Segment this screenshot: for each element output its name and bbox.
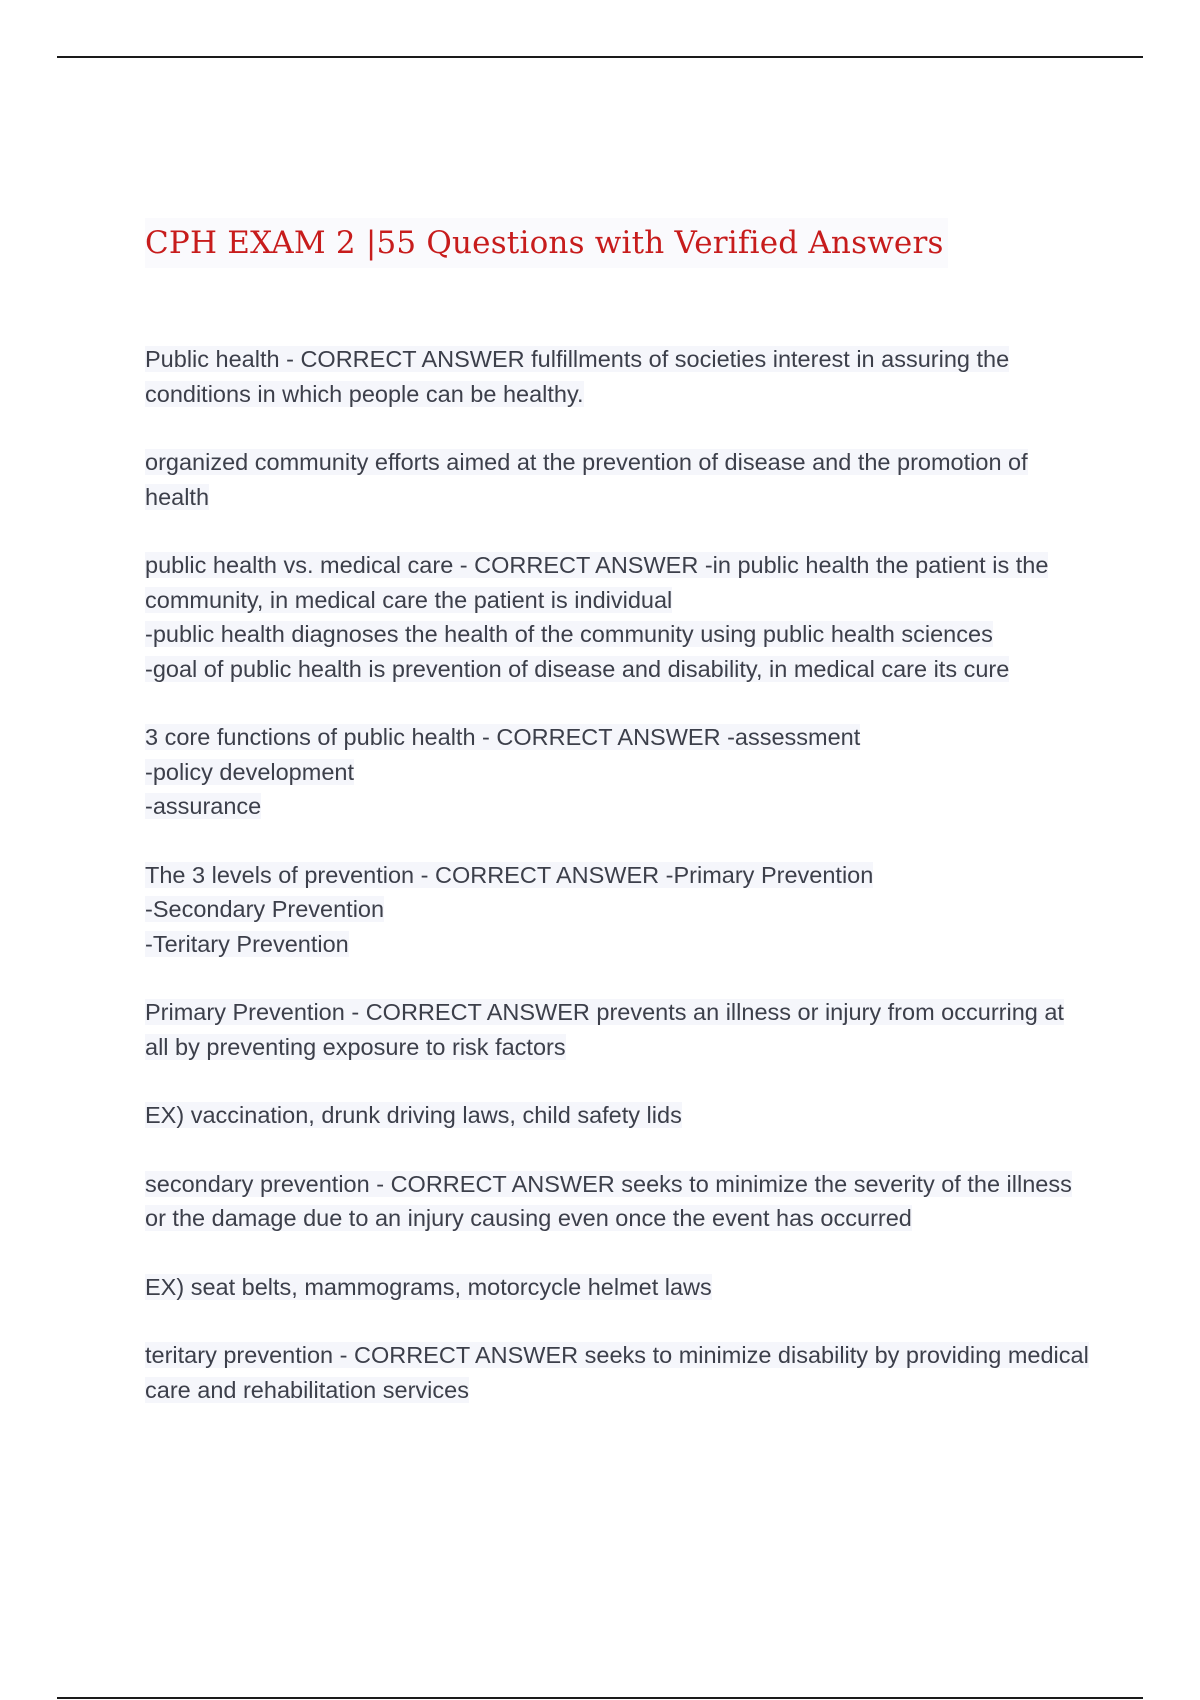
qa-entry	[145, 1098, 1090, 1133]
qa-entry	[145, 445, 1090, 514]
qa-entry	[145, 342, 1090, 411]
qa-line-text: -Secondary Prevention	[145, 896, 385, 922]
document-body	[145, 218, 1090, 1441]
qa-line-row	[145, 617, 1090, 652]
qa-line-text: EX) seat belts, mammograms, motorcycle helmet laws	[145, 1273, 712, 1300]
qa-line-text: The 3 levels of prevention - CORRECT ANSWER -Primary Prevention	[145, 861, 874, 888]
qa-list	[145, 342, 1090, 1407]
qa-line-row	[145, 548, 1090, 617]
qa-entry	[145, 548, 1090, 686]
qa-entry	[145, 858, 1090, 962]
qa-line-text: public health vs. medical care - CORRECT ANSWER -in public health the patient is the community, in medical care the patient is individual	[145, 552, 1049, 613]
qa-line-row	[145, 445, 1090, 514]
header-rule	[57, 56, 1143, 58]
qa-entry	[145, 720, 1090, 824]
qa-line-row	[145, 927, 1090, 962]
qa-line-row	[145, 1338, 1090, 1407]
qa-line-text: -public health diagnoses the health of the community using public health sciences	[145, 621, 993, 647]
qa-line-text: Primary Prevention - CORRECT ANSWER prevents an illness or injury from occurring at all by preventing exposure to risk factors	[145, 999, 1064, 1060]
qa-line-text: secondary prevention - CORRECT ANSWER seeks to minimize the severity of the illness or the damage due to an injury causing even once the event has occurred	[145, 1170, 1072, 1231]
qa-entry	[145, 995, 1090, 1064]
qa-line-row	[145, 1167, 1090, 1236]
qa-line-row	[145, 789, 1090, 824]
qa-line-row	[145, 892, 1090, 927]
qa-line-text: teritary prevention - CORRECT ANSWER seeks to minimize disability by providing medical care and rehabilitation services	[145, 1342, 1089, 1403]
qa-line-text: EX) vaccination, drunk driving laws, child safety lids	[145, 1102, 682, 1128]
qa-line-row	[145, 342, 1090, 411]
qa-line-row	[145, 858, 1090, 893]
qa-line-row	[145, 995, 1090, 1064]
qa-line-text: -policy development	[145, 758, 354, 785]
qa-line-text: organized community efforts aimed at the prevention of disease and the promotion of health	[145, 449, 1028, 510]
qa-line-text: -Teritary Prevention	[145, 930, 349, 957]
qa-entry	[145, 1338, 1090, 1407]
qa-line-row	[145, 720, 1090, 755]
qa-line-text: -goal of public health is prevention of disease and disability, in medical care its cure	[145, 655, 1010, 682]
qa-line-text: 3 core functions of public health - CORRECT ANSWER -assessment	[145, 724, 861, 750]
qa-line-text: -assurance	[145, 793, 262, 819]
qa-line-text: Public health - CORRECT ANSWER fulfillments of societies interest in assuring the conditions in which people can be healthy.	[145, 346, 1010, 407]
qa-line-row	[145, 652, 1090, 687]
qa-line-row	[145, 1270, 1090, 1305]
footer-rule	[57, 1697, 1143, 1699]
qa-line-row	[145, 755, 1090, 790]
qa-entry	[145, 1270, 1090, 1305]
qa-line-row	[145, 1098, 1090, 1133]
qa-entry	[145, 1167, 1090, 1236]
document-title: CPH EXAM 2 |55 Questions with Verified Answers	[145, 218, 948, 268]
